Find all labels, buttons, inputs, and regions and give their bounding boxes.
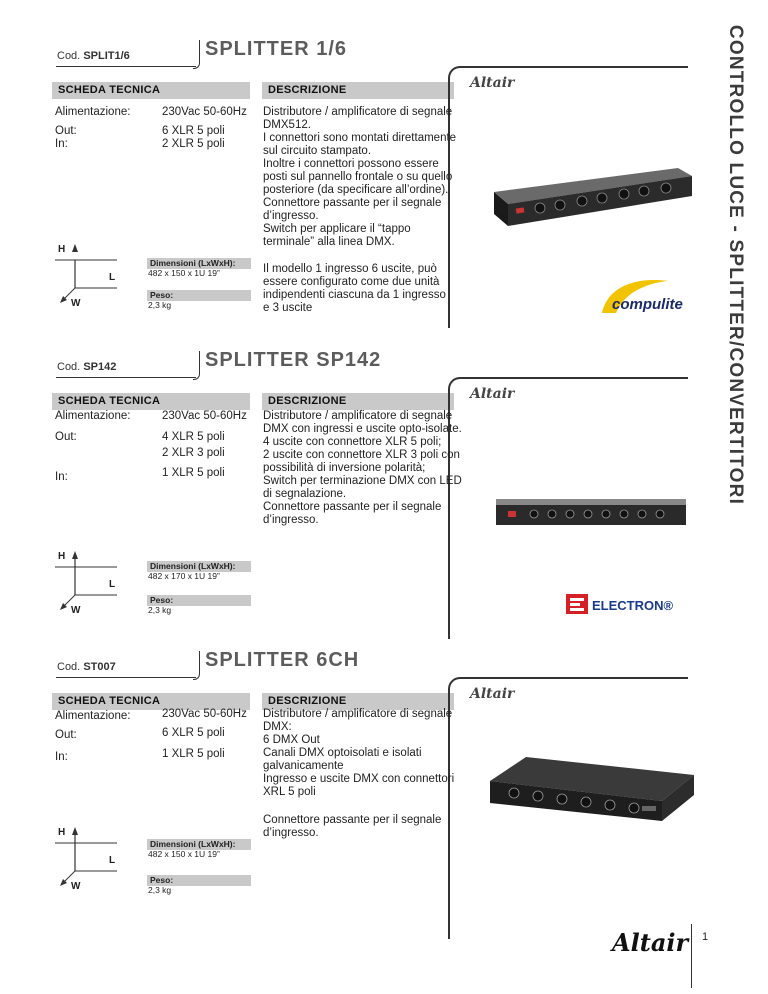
product-section-sp142 (0, 311, 720, 616)
title-rule (56, 66, 196, 67)
footer-divider (691, 924, 692, 988)
axis-h-label: H (58, 551, 66, 562)
dimension-axes-icon (55, 547, 125, 617)
splitter-device-image (486, 751, 696, 831)
dimensioni-label: Dimensioni (LxWxH): (147, 561, 251, 572)
in-value: 1 XLR 5 poli (162, 748, 225, 760)
scheda-tecnica-header: SCHEDA TECNICA (52, 393, 250, 410)
in-label: In: (55, 751, 68, 763)
page-number: 1 (702, 931, 709, 943)
out-label: Out: (55, 125, 77, 137)
scheda-tecnica-header: SCHEDA TECNICA (52, 82, 250, 99)
in-label: In: (55, 138, 68, 150)
dimension-axes-icon (55, 823, 125, 893)
cod-value: SP142 (83, 361, 117, 373)
product-section-st007 (0, 611, 720, 911)
descrizione-header: DESCRIZIONE (262, 82, 454, 99)
descrizione-header: DESCRIZIONE (262, 393, 454, 410)
cod-prefix: Cod. (57, 50, 81, 62)
axis-w-label: W (71, 298, 81, 309)
cod-prefix: Cod. (57, 661, 81, 673)
description-text: Distributore / amplificatore di segnale DMX: 6 DMX Out Canali DMX optoisolati e isolati galvanicamente Ingresso e uscite DMX con connettori XRL 5 poli (263, 708, 455, 798)
product-section-split16 (0, 0, 720, 314)
product-title: SPLITTER 6CH (205, 649, 360, 671)
dimensioni-label: Dimensioni (LxWxH): (147, 839, 251, 850)
dimensioni-value: 482 x 150 x 1U 19” (148, 268, 220, 278)
alimentazione-value: 230Vac 50-60Hz (162, 106, 247, 118)
alimentazione-value: 230Vac 50-60Hz (162, 410, 247, 422)
peso-value: 2,3 kg (148, 605, 172, 615)
peso-label: Peso: (147, 595, 251, 606)
description-text-2: Il modello 1 ingresso 6 uscite, può essere configurato come due unità indipendenti ciascuna da 1 ingresso e 3 uscite (263, 263, 446, 314)
side-title (720, 10, 750, 520)
in-value: 1 XLR 5 poli (162, 467, 225, 479)
axis-h-label: H (58, 244, 66, 255)
splitter-device-image (488, 160, 693, 235)
altair-logo-small: Altair (470, 75, 515, 91)
axis-l-label: L (109, 272, 116, 283)
alimentazione-label: Alimentazione: (55, 410, 131, 422)
compulite-text: compulite (612, 296, 683, 313)
alimentazione-label: Alimentazione: (55, 106, 131, 118)
out-value: 4 XLR 5 poli 2 XLR 3 poli (162, 431, 225, 459)
peso-value: 2,3 kg (148, 300, 172, 310)
out-value: 6 XLR 5 poli (162, 125, 225, 137)
axis-w-label: W (71, 605, 81, 616)
altair-logo-footer: Altair (612, 928, 689, 957)
alimentazione-value: 230Vac 50-60Hz (162, 708, 247, 720)
product-title: SPLITTER 1/6 (205, 38, 348, 60)
axis-h-label: H (58, 827, 66, 838)
altair-logo-small: Altair (470, 386, 515, 402)
in-value: 2 XLR 5 poli (162, 138, 225, 150)
axis-l-label: L (109, 855, 116, 866)
product-title: SPLITTER SP142 (205, 349, 382, 371)
out-label: Out: (55, 431, 77, 443)
product-code (57, 661, 116, 673)
dimension-axes-icon (55, 240, 125, 310)
cod-value: ST007 (83, 661, 116, 673)
description-text: Distributore / amplificatore di segnale DMX512. I connettori sono montati direttamente sul circuito stampato. Inoltre i connettori possono essere posti sul pannello frontale o su quello posteriore (da specificare all’ordine). Connettore passante per il segnale d’ingresso. Switch per applicare il “tappo terminale” alla linea DMX. (263, 106, 457, 248)
dimensioni-label: Dimensioni (LxWxH): (147, 258, 251, 269)
cod-value: SPLIT1/6 (83, 50, 130, 62)
axis-w-label: W (71, 881, 81, 892)
descrizione-header: DESCRIZIONE (262, 693, 454, 710)
electron-text: ELECTRON® (592, 598, 674, 613)
splitter-device-image (494, 491, 690, 531)
dimensioni-value: 482 x 170 x 1U 19” (148, 571, 220, 581)
peso-value: 2,3 kg (148, 885, 172, 895)
title-hook (193, 351, 200, 380)
out-value: 6 XLR 5 poli (162, 727, 225, 739)
title-rule (56, 677, 196, 678)
in-label: In: (55, 471, 68, 483)
description-text: Distributore / amplificatore di segnale DMX con ingressi e uscite opto-isolate. 4 uscite con connettore XLR 5 poli; 2 uscite con connettore XLR 3 poli con possibilità di inversione polarità; Switch per terminazione DMX con LED di segnalazione. Connettore passante per il segnale d’ingresso. (263, 410, 462, 526)
scheda-tecnica-header: SCHEDA TECNICA (52, 693, 250, 710)
out-label: Out: (55, 729, 77, 741)
altair-logo-small: Altair (470, 686, 515, 702)
cod-prefix: Cod. (57, 361, 81, 373)
title-hook (193, 40, 200, 69)
alimentazione-label: Alimentazione: (55, 710, 131, 722)
axis-l-label: L (109, 579, 116, 590)
peso-label: Peso: (147, 875, 251, 886)
title-rule (56, 377, 196, 378)
product-code (57, 50, 130, 62)
dimensioni-value: 482 x 150 x 1U 19” (148, 849, 220, 859)
product-code (57, 361, 116, 373)
title-hook (193, 651, 200, 680)
peso-label: Peso: (147, 290, 251, 301)
side-title-text: CONTROLLO LUCE - SPLITTER/CONVERTITORI (725, 24, 746, 506)
description-text-2: Connettore passante per il segnale d’ingresso. (263, 814, 442, 839)
